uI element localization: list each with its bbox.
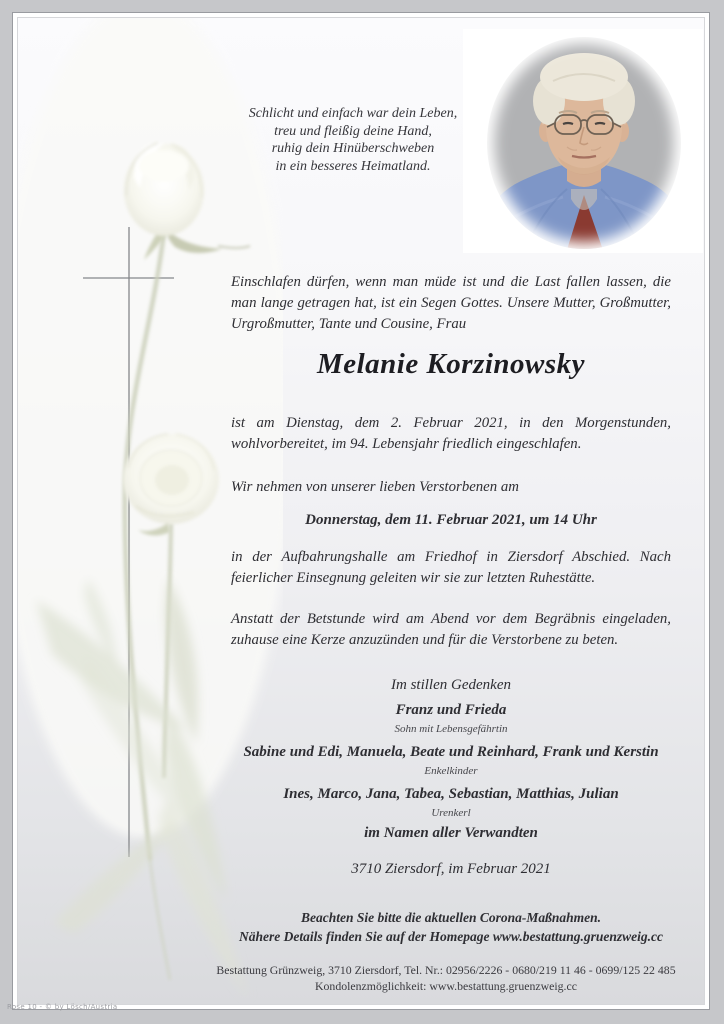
death-info-text: ist am Dienstag, dem 2. Februar 2021, in den Morgenstunden, wohlvorbereitet, im 94. Lebensjahr friedlich eingeschlafen.: [231, 415, 671, 452]
corona-notice-line: Beachten Sie bitte die aktuellen Corona-Maßnahmen.: [300, 910, 602, 925]
memorial-poem: [133, 105, 573, 175]
memorial-card: [12, 12, 710, 1010]
poem-line: treu und fleißig deine Hand,: [274, 123, 432, 139]
funeral-location-text: in der Aufbahrungshalle am Friedhof in Ziersdorf Abschied. Nach feierlicher Einsegnung geleiten wir sie zur letzten Ruhestätte.: [231, 549, 671, 586]
mourner-names: Ines, Marco, Jana, Tabea, Sebastian, Matthias, Julian: [283, 786, 619, 802]
closing-line: im Namen aller Verwandten: [364, 825, 538, 841]
remembrance-heading: Im stillen Gedenken: [391, 677, 511, 693]
corona-notice: [231, 909, 671, 946]
poem-line: in ein besseres Heimatland.: [275, 158, 431, 174]
funeral-home-footer: [186, 962, 705, 994]
funeral-home-contact: Bestattung Grünzweig, 3710 Ziersdorf, Tel. Nr.: 02956/2226 - 0680/219 11 46 - 0699/125 22 485: [216, 963, 676, 977]
rose-image-copyright: Rose 10 - © by Lösch/Austria: [7, 1003, 118, 1011]
condolence-link-text: Kondolenzmöglichkeit: www.bestattung.gruenzweig.cc: [315, 979, 577, 993]
mourner-relation: Urenkerl: [431, 807, 471, 819]
corona-notice-line: Nähere Details finden Sie auf der Homepage www.bestattung.gruenzweig.cc: [238, 928, 663, 944]
poem-line: ruhig dein Hinüberschweben: [271, 141, 435, 157]
farewell-intro-text: Wir nehmen von unserer lieben Verstorbenen am: [231, 479, 519, 495]
mourner-names: Franz und Frieda: [395, 702, 507, 718]
place-and-date: 3710 Ziersdorf, im Februar 2021: [351, 861, 551, 877]
intro-text: Einschlafen dürfen, wenn man müde ist und die Last fallen lassen, die man lange getragen hat, ist ein Segen Gottes. Unsere Mutter, Großmutter, Urgroßmutter, Tante und Cousine, Frau: [231, 274, 671, 332]
poem-line: Schlicht und einfach war dein Leben,: [248, 106, 458, 121]
candle-note-text: Anstatt der Betstunde wird am Abend vor dem Begräbnis eingeladen, zuhause eine Kerze anzuzünden und für die Verstorbene zu beten.: [231, 611, 671, 648]
mourner-relation: Enkelkinder: [424, 765, 478, 777]
memorial-card-inner-panel: [17, 17, 705, 1005]
deceased-name: Melanie Korzinowsky: [316, 348, 586, 380]
mourner-relation: Sohn mit Lebensgefährtin: [394, 723, 508, 735]
funeral-datetime: Donnerstag, dem 11. Februar 2021, um 14 Uhr: [305, 512, 597, 528]
mourner-names: Sabine und Edi, Manuela, Beate und Reinhard, Frank und Kerstin: [243, 744, 659, 760]
